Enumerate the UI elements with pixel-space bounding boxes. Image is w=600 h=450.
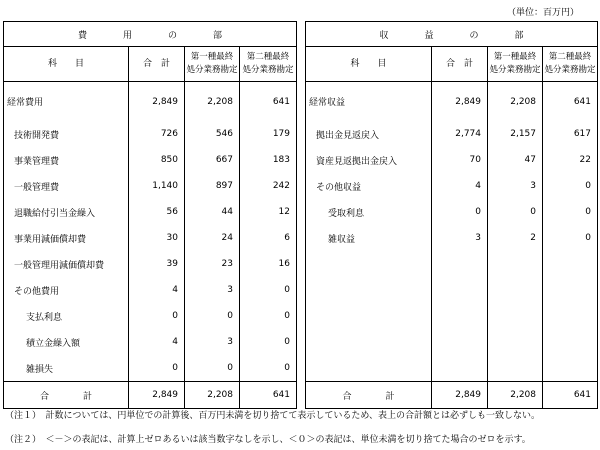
section-gap	[297, 329, 306, 355]
revenue-empty-cell	[306, 329, 432, 355]
revenue-title-char: 益	[424, 30, 434, 41]
revenue-header-total: 合 計	[432, 47, 488, 82]
revenue-title-char: 収	[379, 30, 389, 41]
revenue-first-value: 3	[488, 173, 543, 199]
revenue-empty-cell	[432, 355, 488, 382]
note-2: （注２） ＜－＞の表記は、計算上ゼロあるいは該当数字なしを示し、＜０＞の表記は、単位未満を切り捨てた場合のゼロを示す。	[5, 435, 531, 445]
revenue-empty-cell	[488, 251, 543, 277]
revenue-empty-cell	[543, 277, 598, 303]
expense-first-value: 2,208	[185, 82, 240, 122]
expense-item-name: 一般管理用減価償却費	[4, 251, 129, 277]
table-row	[4, 355, 598, 382]
expense-header-item: 科 目	[4, 47, 129, 82]
revenue-item-name: 経常収益	[306, 82, 432, 122]
expense-item-name: 経常費用	[4, 82, 129, 122]
expense-item-name: 退職給付引当金繰入	[4, 199, 129, 225]
expense-second-value: 0	[240, 277, 297, 303]
revenue-total-label	[306, 382, 432, 409]
revenue-first-value: 47	[488, 147, 543, 173]
revenue-empty-cell	[543, 329, 598, 355]
expense-title-char: 部	[213, 30, 223, 41]
revenue-item-name: 資産見返拠出金戻入	[306, 147, 432, 173]
expense-total-value: 850	[129, 147, 185, 173]
revenue-second-value: 22	[543, 147, 598, 173]
revenue-title-char: 部	[514, 30, 524, 41]
total-label-left: 合	[39, 391, 49, 402]
section-gap	[297, 199, 306, 225]
header-line: 第二種最終	[548, 52, 592, 62]
expense-item-name: 積立金繰入額	[4, 329, 129, 355]
header-line: 処分業務勘定	[489, 65, 541, 75]
table-row	[4, 251, 598, 277]
expense-title-char: 用	[122, 30, 132, 41]
revenue-empty-cell	[432, 329, 488, 355]
expense-total-value: 4	[129, 329, 185, 355]
revenue-title-char: の	[469, 30, 479, 41]
expense-second-value: 0	[240, 329, 297, 355]
expense-first-value: 3	[185, 277, 240, 303]
expense-first-value: 44	[185, 199, 240, 225]
revenue-empty-cell	[432, 251, 488, 277]
expense-total-value: 726	[129, 121, 185, 147]
expense-header-total: 合 計	[129, 47, 185, 82]
expense-total-value: 0	[129, 355, 185, 382]
total-label-right: 計	[385, 391, 395, 402]
revenue-item-name: 雑収益	[306, 225, 432, 251]
header-line: 処分業務勘定	[242, 65, 294, 75]
revenue-grand-first: 2,208	[488, 382, 543, 409]
table-row	[4, 82, 598, 122]
expense-second-value: 16	[240, 251, 297, 277]
expense-second-value: 179	[240, 121, 297, 147]
expense-second-value: 6	[240, 225, 297, 251]
expense-first-value: 667	[185, 147, 240, 173]
section-gap	[297, 121, 306, 147]
section-gap	[297, 382, 306, 409]
revenue-empty-cell	[488, 355, 543, 382]
section-gap	[297, 22, 306, 47]
revenue-total-value: 0	[432, 199, 488, 225]
expense-title-char: 費	[77, 30, 87, 41]
expense-title-char: の	[168, 30, 178, 41]
expense-second-value: 242	[240, 173, 297, 199]
header-row	[4, 47, 598, 82]
expense-item-name: 事業管理費	[4, 147, 129, 173]
section-gap	[297, 173, 306, 199]
header-line: 処分業務勘定	[186, 65, 238, 75]
expense-item-name: 事業用減価償却費	[4, 225, 129, 251]
expense-total-value: 30	[129, 225, 185, 251]
table-row	[4, 173, 598, 199]
section-gap	[297, 277, 306, 303]
table-row	[4, 277, 598, 303]
revenue-item-name: 受取利息	[306, 199, 432, 225]
revenue-empty-cell	[488, 303, 543, 329]
expense-total-value: 2,849	[129, 82, 185, 122]
section-gap	[297, 82, 306, 122]
section-gap	[297, 355, 306, 382]
revenue-second-value: 0	[543, 173, 598, 199]
revenue-total-value: 4	[432, 173, 488, 199]
expense-first-value: 0	[185, 355, 240, 382]
expense-total-value: 56	[129, 199, 185, 225]
revenue-second-value: 0	[543, 199, 598, 225]
expense-grand-total: 2,849	[129, 382, 185, 409]
section-gap	[297, 251, 306, 277]
expense-header-first	[185, 47, 240, 82]
revenue-empty-cell	[306, 277, 432, 303]
revenue-section-title	[306, 22, 598, 47]
header-line: 第一種最終	[190, 52, 234, 62]
revenue-item-name: 拠出金見返戻入	[306, 121, 432, 147]
revenue-empty-cell	[432, 277, 488, 303]
expense-item-name: 一般管理費	[4, 173, 129, 199]
section-gap	[297, 303, 306, 329]
revenue-empty-cell	[543, 251, 598, 277]
revenue-first-value: 0	[488, 199, 543, 225]
expense-total-value: 4	[129, 277, 185, 303]
expense-item-name: 雑損失	[4, 355, 129, 382]
table-row	[4, 199, 598, 225]
expense-second-value: 0	[240, 303, 297, 329]
table-row	[4, 121, 598, 147]
note-1: （注１） 計数については、円単位での計算後、百万円未満を切り捨てて表示しているため、表上の合計額とは必ずしも一致しない。	[5, 411, 540, 421]
revenue-empty-cell	[432, 303, 488, 329]
header-line: 処分業務勘定	[544, 65, 596, 75]
section-title-row	[4, 22, 598, 47]
section-gap	[297, 147, 306, 173]
expense-total-value: 0	[129, 303, 185, 329]
revenue-item-name: その他収益	[306, 173, 432, 199]
revenue-grand-second: 641	[543, 382, 598, 409]
expense-item-name: 支払利息	[4, 303, 129, 329]
expense-first-value: 24	[185, 225, 240, 251]
revenue-empty-cell	[306, 251, 432, 277]
revenue-grand-total: 2,849	[432, 382, 488, 409]
section-gap	[297, 225, 306, 251]
expense-section-title	[4, 22, 297, 47]
revenue-second-value: 0	[543, 225, 598, 251]
expense-grand-second: 641	[240, 382, 297, 409]
total-label-right: 計	[83, 391, 93, 402]
expense-total-value: 39	[129, 251, 185, 277]
expense-second-value: 12	[240, 199, 297, 225]
unit-label: （単位：百万円）	[507, 8, 580, 18]
expense-second-value: 183	[240, 147, 297, 173]
expense-header-second	[240, 47, 297, 82]
revenue-empty-cell	[306, 355, 432, 382]
section-gap	[297, 47, 306, 82]
expense-second-value: 0	[240, 355, 297, 382]
table-row	[4, 147, 598, 173]
revenue-empty-cell	[306, 303, 432, 329]
expense-item-name: 技術開発費	[4, 121, 129, 147]
revenue-total-value: 70	[432, 147, 488, 173]
revenue-empty-cell	[488, 329, 543, 355]
header-line: 第二種最終	[246, 52, 290, 62]
expense-first-value: 897	[185, 173, 240, 199]
table-row	[4, 303, 598, 329]
expense-second-value: 641	[240, 82, 297, 122]
revenue-header-second	[543, 47, 598, 82]
expense-total-value: 1,140	[129, 173, 185, 199]
table-row	[4, 225, 598, 251]
revenue-second-value: 641	[543, 82, 598, 122]
profit-loss-table	[3, 21, 598, 409]
revenue-second-value: 617	[543, 121, 598, 147]
expense-item-name: その他費用	[4, 277, 129, 303]
revenue-empty-cell	[543, 355, 598, 382]
revenue-header-item: 科 目	[306, 47, 432, 82]
revenue-first-value: 2,208	[488, 82, 543, 122]
expense-grand-first: 2,208	[185, 382, 240, 409]
total-row	[4, 382, 598, 409]
expense-first-value: 3	[185, 329, 240, 355]
table-row	[4, 329, 598, 355]
revenue-total-value: 2,849	[432, 82, 488, 122]
expense-first-value: 546	[185, 121, 240, 147]
expense-first-value: 0	[185, 303, 240, 329]
revenue-empty-cell	[488, 277, 543, 303]
revenue-header-first	[488, 47, 543, 82]
header-line: 第一種最終	[493, 52, 537, 62]
revenue-first-value: 2,157	[488, 121, 543, 147]
revenue-total-value: 3	[432, 225, 488, 251]
expense-first-value: 23	[185, 251, 240, 277]
expense-total-label	[4, 382, 129, 409]
revenue-empty-cell	[543, 303, 598, 329]
revenue-total-value: 2,774	[432, 121, 488, 147]
revenue-first-value: 2	[488, 225, 543, 251]
total-label-left: 合	[342, 391, 352, 402]
